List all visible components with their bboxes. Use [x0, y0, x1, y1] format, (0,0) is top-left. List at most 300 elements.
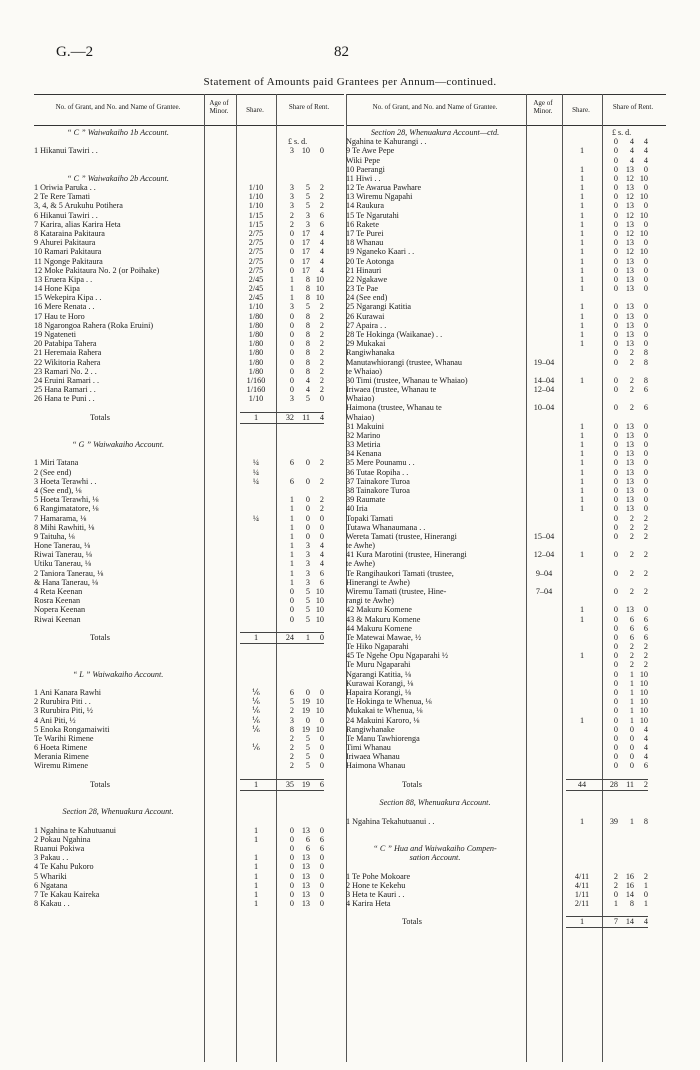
grantee-name: 19 Ngateneti [34, 329, 77, 339]
share-value: 1 [253, 889, 259, 899]
rent-pence: 10 [315, 293, 324, 303]
grantee-row [346, 348, 666, 358]
rent-pence: 0 [319, 853, 324, 863]
grantee-name: Utiku Tanerau, ⅛ [34, 559, 92, 569]
grantee-row [346, 743, 666, 753]
share-value: 1 [579, 210, 585, 220]
grantee-row [346, 266, 666, 276]
rent-shillings: 16 [625, 880, 634, 890]
rent-pence: 10 [639, 192, 648, 202]
rent-shillings: 19 [301, 706, 310, 716]
age-column-header: Age of Minor. [209, 99, 229, 115]
grantee-name: Whaiao) [346, 412, 375, 422]
rent-pounds: 8 [289, 724, 294, 734]
rent-value [284, 284, 324, 294]
rent-shillings: 12 [625, 210, 634, 220]
rent-pounds: 0 [289, 247, 294, 257]
share-column-header: Share. [572, 106, 590, 114]
rent-pence: 10 [639, 210, 648, 220]
rent-pence: 2 [319, 366, 324, 376]
grant-column-header: No. of Grant, and No. and Name of Grantee. [372, 103, 498, 111]
share-value: 4/11 [574, 871, 590, 881]
rent-shillings: 5 [305, 733, 310, 743]
grantee-name: Rangiwhanaka [346, 348, 395, 358]
rent-pence: 6 [643, 761, 648, 771]
rent-value [284, 688, 324, 698]
share-value: ¼ [252, 467, 260, 477]
minor-age: 19–04 [533, 357, 555, 367]
rent-pence: 8 [643, 348, 648, 358]
rent-value [608, 642, 648, 652]
rent-value [608, 615, 648, 625]
share-value: 1 [579, 430, 585, 440]
share-value: 1 [253, 899, 259, 909]
rent-pence: 4 [643, 733, 648, 743]
rent-value [284, 761, 324, 771]
totals-row [34, 780, 344, 790]
share-value: 1 [579, 715, 585, 725]
rent-shillings: 1 [629, 687, 634, 697]
rent-pounds: 3 [289, 715, 294, 725]
grantee-name: 4 Reta Keenan [34, 587, 83, 596]
grantee-name: 33 Metiria [346, 440, 381, 450]
rent-shillings: 12 [625, 228, 634, 238]
rent-shillings: 3 [305, 559, 310, 569]
share-value: 1 [579, 164, 585, 174]
rent-pence: 10 [315, 596, 324, 606]
grantee-row [34, 367, 344, 377]
rent-pence: 0 [319, 825, 324, 835]
rent-shillings: 17 [301, 247, 310, 257]
rent-shillings: 13 [625, 183, 634, 193]
rent-value [284, 339, 324, 349]
totals-rule [240, 412, 324, 413]
rent-pence: 2 [319, 495, 324, 505]
totals-share: 1 [253, 632, 259, 642]
rent-shillings: 0 [305, 687, 310, 697]
grantee-row [346, 660, 666, 670]
rent-shillings: 5 [305, 614, 310, 624]
rent-value [608, 201, 648, 211]
rent-shillings: 6 [629, 632, 634, 642]
grantee-name: 20 Te Aotonga [346, 256, 394, 266]
rent-pounds: 0 [613, 623, 618, 633]
grantee-row [34, 697, 344, 707]
share-value: 1/10 [248, 201, 264, 211]
rent-value [608, 220, 648, 230]
totals-row [346, 780, 666, 790]
grantee-name: 38 Tainakore Turoa [346, 486, 410, 496]
share-value: ⅙ [252, 724, 260, 734]
grantee-row [34, 826, 344, 836]
grantee-row [346, 716, 666, 726]
grantee-row [346, 431, 666, 441]
rent-shillings: 19 [301, 724, 310, 734]
grantee-row [346, 275, 666, 285]
share-value: 1/80 [248, 366, 264, 376]
rent-pounds: 0 [289, 889, 294, 899]
rent-value [608, 266, 648, 276]
rent-shillings: 0 [305, 458, 310, 468]
rent-pounds: 0 [613, 440, 618, 450]
rent-pounds: 2 [289, 743, 294, 753]
rent-pence: 2 [319, 311, 324, 321]
rent-shillings: 13 [301, 862, 310, 872]
grantee-name: 23 Te Pae [346, 284, 379, 294]
rent-pence: 10 [639, 669, 648, 679]
rent-value [284, 835, 324, 845]
rent-pence: 2 [319, 348, 324, 358]
grantee-name: 2 Taniora Tanerau, ⅛ [34, 568, 104, 578]
rent-pence: 10 [315, 706, 324, 716]
share-value: 1 [579, 219, 585, 229]
rent-pounds: 2 [289, 733, 294, 743]
rent-pounds: 5 [289, 697, 294, 707]
share-value: 1 [579, 440, 585, 450]
rent-pounds: 0 [289, 899, 294, 909]
rent-pence: 0 [643, 458, 648, 468]
rent-shillings: 16 [625, 871, 634, 881]
share-value: 1/11 [574, 889, 590, 899]
share-value: 1 [253, 825, 259, 835]
section-heading [346, 798, 666, 808]
rent-pence: 0 [319, 146, 324, 156]
rent-value [284, 321, 324, 331]
rent-value [284, 844, 324, 854]
rent-pence: 6 [643, 403, 648, 413]
rent-shillings: 2 [629, 375, 634, 385]
rent-pence: 0 [643, 495, 648, 505]
rent-pence: 4 [319, 238, 324, 248]
page-title: Statement of Amounts paid Grantees per Annum—continued. [203, 76, 497, 88]
grantee-row [34, 532, 344, 542]
rent-shillings: 11 [626, 779, 634, 789]
rent-pence: 0 [643, 440, 648, 450]
rent-pounds: 0 [613, 660, 618, 670]
rent-shillings: 13 [625, 256, 634, 266]
grantee-name: 13 Eruera Kipa . . [34, 274, 93, 284]
spacer-row [34, 422, 344, 432]
share-value: 1/80 [248, 357, 264, 367]
rent-value [608, 422, 648, 432]
share-value: 2/45 [248, 284, 264, 294]
rent-pounds: 1 [289, 531, 294, 541]
grantee-row [34, 523, 344, 533]
rent-shillings: 13 [625, 430, 634, 440]
grantee-name: 18 Ngarongoa Rahera (Roka Eruini) [34, 320, 154, 330]
grantee-row [34, 559, 344, 569]
grantee-name: te Awhe) [346, 559, 376, 569]
rent-pounds: 0 [613, 311, 618, 321]
grantee-row [346, 229, 666, 239]
share-value: 1 [579, 329, 585, 339]
share-value: ¼ [252, 458, 260, 468]
grantee-name: 2 Pokau Ngahina [34, 834, 91, 844]
grantee-name: 7 Te Kakau Kaireka [34, 889, 100, 899]
grantee-name: 3 Rurubira Piti, ½ [34, 706, 93, 716]
grantee-row [346, 587, 666, 597]
rent-shillings: 5 [305, 743, 310, 753]
rent-pence: 4 [319, 256, 324, 266]
section-title: Section 28, Whenuakura Account. [62, 807, 174, 817]
rent-pence: 0 [319, 733, 324, 743]
grantee-name: Te Rangihaukori Tamati (trustee, [346, 568, 454, 578]
rent-value [608, 413, 648, 423]
section-heading [34, 128, 344, 138]
grantee-row [346, 220, 666, 230]
rent-value [284, 385, 324, 395]
rent-pence: 0 [643, 256, 648, 266]
share-value: 1/160 [246, 375, 266, 385]
rent-shillings: 13 [625, 311, 634, 321]
grantee-row [346, 358, 666, 368]
grantee-name: 2 (See end) [34, 467, 72, 477]
section-title: “ C ” Waiwakaiho 2b Account. [67, 173, 169, 183]
rent-value [284, 532, 324, 542]
rent-pence: 0 [319, 522, 324, 532]
grantee-name: Manutawhiorangi (trustee, Whanau [346, 357, 463, 367]
grantee-row [346, 284, 666, 294]
rent-pence: 2 [319, 201, 324, 211]
rent-pence: 4 [643, 724, 648, 734]
rent-pence: 2 [319, 385, 324, 395]
rent-pence: 0 [643, 201, 648, 211]
grantee-name: Nopera Keenan [34, 605, 86, 615]
rent-pounds: 0 [613, 504, 618, 514]
grantee-name: 6 Ngatana [34, 880, 68, 890]
share-value: ⅙ [252, 687, 260, 697]
share-value: 1 [579, 476, 585, 486]
grantee-name: Whaiao) [346, 394, 375, 404]
rent-value [608, 284, 648, 294]
grantee-row [346, 339, 666, 349]
grantee-name: 11 Hiwi . . [346, 173, 381, 183]
rent-pence: 2 [643, 651, 648, 661]
rent-pounds: 6 [289, 476, 294, 486]
grantee-row [34, 872, 344, 882]
rent-pounds: 0 [613, 761, 618, 771]
grantee-name: 29 Mukakai [346, 339, 386, 349]
grantee-row [34, 615, 344, 625]
rent-pounds: 0 [613, 550, 618, 560]
grantee-row [34, 257, 344, 267]
share-value: 1 [579, 302, 585, 312]
rent-shillings: 6 [629, 614, 634, 624]
grantee-name: Te Warihi Rimene [34, 733, 94, 743]
rent-pence: 0 [319, 889, 324, 899]
rent-pounds: 3 [289, 302, 294, 312]
rent-value [608, 394, 648, 404]
grantee-row [346, 293, 666, 303]
grantee-name: 6 Hoeta Rimene [34, 743, 88, 753]
rent-pounds: 0 [613, 430, 618, 440]
rent-value [284, 192, 324, 202]
rent-shillings: 13 [625, 495, 634, 505]
rent-pence: 0 [643, 183, 648, 193]
rent-value [608, 660, 648, 670]
rent-shillings: 5 [305, 587, 310, 596]
rent-pounds: 0 [613, 486, 618, 496]
rent-pounds: 0 [613, 687, 618, 697]
share-value: 1 [579, 320, 585, 330]
rent-pence: 0 [319, 394, 324, 404]
spacer-row [34, 660, 344, 670]
grantee-row [346, 670, 666, 680]
rent-pounds: 0 [613, 715, 618, 725]
rent-shillings: 8 [629, 899, 634, 909]
rent-shillings: 13 [625, 467, 634, 477]
rent-pounds: 3 [289, 146, 294, 156]
rent-shillings: 0 [305, 513, 310, 523]
rent-pounds: 0 [289, 834, 294, 844]
grantee-row [34, 486, 344, 496]
grantee-row [346, 247, 666, 257]
rent-pence: 10 [315, 614, 324, 624]
rent-pence: 2 [319, 375, 324, 385]
grantee-row [34, 853, 344, 863]
grantee-name: te Awhe) [346, 541, 376, 551]
grantee-name: 22 Ngakawe [346, 274, 388, 284]
rent-pence: 0 [319, 513, 324, 523]
rent-pence: 0 [643, 219, 648, 229]
rent-value [608, 569, 648, 579]
rent-value [608, 495, 648, 505]
rent-pounds: 0 [289, 265, 294, 275]
rent-shillings: 1 [629, 715, 634, 725]
grantee-row [34, 605, 344, 615]
grantee-row [34, 890, 344, 900]
rent-pence: 2 [319, 476, 324, 486]
spacer-row [34, 165, 344, 175]
grantee-row [34, 716, 344, 726]
rent-shillings: 13 [625, 302, 634, 312]
grantee-name: Te Hokinga te Whenua, ⅛ [346, 697, 432, 707]
grantee-name: & Hana Tanerau, ⅛ [34, 577, 99, 587]
rent-shillings: 2 [629, 531, 634, 541]
rent-shillings: 11 [302, 412, 310, 422]
rent-pence: 10 [639, 706, 648, 716]
grant-column-header: No. of Grant, and No. and Name of Grantee. [55, 103, 181, 111]
grantee-name: Hone Tanerau, ⅛ [34, 541, 91, 551]
rent-pence: 4 [643, 752, 648, 762]
rent-shillings: 13 [625, 421, 634, 431]
rent-value [284, 312, 324, 322]
grantee-row [34, 495, 344, 505]
rent-pounds: 3 [289, 183, 294, 193]
totals-rule [240, 779, 324, 780]
rent-pence: 6 [643, 632, 648, 642]
rent-pounds: 2 [289, 706, 294, 716]
page-number: 82 [334, 44, 349, 60]
grantee-row [346, 624, 666, 634]
totals-label: Totals [90, 412, 110, 422]
rent-shillings: 0 [305, 531, 310, 541]
grantee-name: Riwai Keenan [34, 614, 81, 624]
rent-pence: 6 [643, 623, 648, 633]
rent-value [284, 697, 324, 707]
grantee-row [34, 137, 344, 156]
rent-pounds: 0 [613, 669, 618, 679]
share-value: 4/11 [574, 880, 590, 890]
rent-value [608, 486, 648, 496]
spacer-row [34, 817, 344, 827]
spacer-row [34, 642, 344, 652]
rent-pounds: 0 [613, 697, 618, 707]
grantee-name: 15 Wekepira Kipa . . [34, 293, 102, 303]
rent-shillings: 8 [305, 284, 310, 294]
grantee-row [346, 449, 666, 459]
grantee-row [34, 312, 344, 322]
totals-share: 1 [253, 412, 259, 422]
rent-pence: 6 [319, 779, 324, 789]
share-value: 1/10 [248, 183, 264, 193]
rent-pence: 2 [643, 871, 648, 881]
rent-value [608, 174, 648, 184]
rent-value [608, 716, 648, 726]
share-value: 1 [579, 651, 585, 661]
totals-label: Totals [402, 779, 422, 789]
rent-pence: 2 [643, 531, 648, 541]
grantee-name: 12 Te Awarua Pawhare [346, 183, 422, 193]
share-value: ⅙ [252, 697, 260, 707]
grantee-row [346, 403, 666, 413]
share-value: 2/75 [248, 256, 264, 266]
rent-pounds: 0 [613, 201, 618, 211]
rent-shillings: 5 [305, 183, 310, 193]
grantee-row [34, 330, 344, 340]
rent-pence: 2 [643, 550, 648, 560]
rent-value [284, 458, 324, 468]
rent-pence: 0 [643, 504, 648, 514]
rent-column-header: Share of Rent. [288, 103, 330, 111]
rent-shillings: 13 [301, 825, 310, 835]
rent-value [608, 247, 648, 257]
grantee-name: 24 Eruini Ramari . . [34, 375, 100, 385]
rent-pence: 10 [315, 274, 324, 284]
rent-pounds: 0 [289, 329, 294, 339]
rent-shillings: 5 [305, 394, 310, 404]
rent-value [608, 578, 648, 588]
rent-pounds: 0 [613, 522, 618, 532]
rent-value [284, 899, 324, 909]
share-value: 1 [579, 504, 585, 514]
rent-value [284, 743, 324, 753]
totals-label: Totals [90, 632, 110, 642]
rent-value [284, 578, 324, 588]
grantee-row [34, 211, 344, 221]
grantee-row [346, 486, 666, 496]
left-table [34, 94, 344, 1062]
grantee-row [346, 165, 666, 175]
rent-pounds: 28 [609, 779, 618, 789]
grantee-name: 10 Ramari Pakitaura [34, 247, 102, 257]
grantee-name: 1 Oriwia Paruka . . [34, 183, 96, 193]
section-title: “ C ” Waiwakaiho 1b Account. [67, 128, 169, 137]
rent-shillings: 13 [625, 476, 634, 486]
grantee-name: 9 Te Awe Pepe [346, 146, 395, 156]
rent-shillings: 0 [629, 743, 634, 753]
grantee-row [34, 881, 344, 891]
rent-value [284, 229, 324, 239]
rent-pounds: 0 [289, 348, 294, 358]
minor-age: 15–04 [533, 531, 555, 541]
grantee-name: Te Muru Ngaparahi [346, 660, 411, 670]
grantee-name: 1 Miri Tatana [34, 458, 79, 468]
rent-value [608, 706, 648, 716]
grantee-name: 1 Ngahina Tekahutuanui . . [346, 816, 435, 826]
rent-shillings: 17 [301, 238, 310, 248]
share-value: 1 [579, 173, 585, 183]
